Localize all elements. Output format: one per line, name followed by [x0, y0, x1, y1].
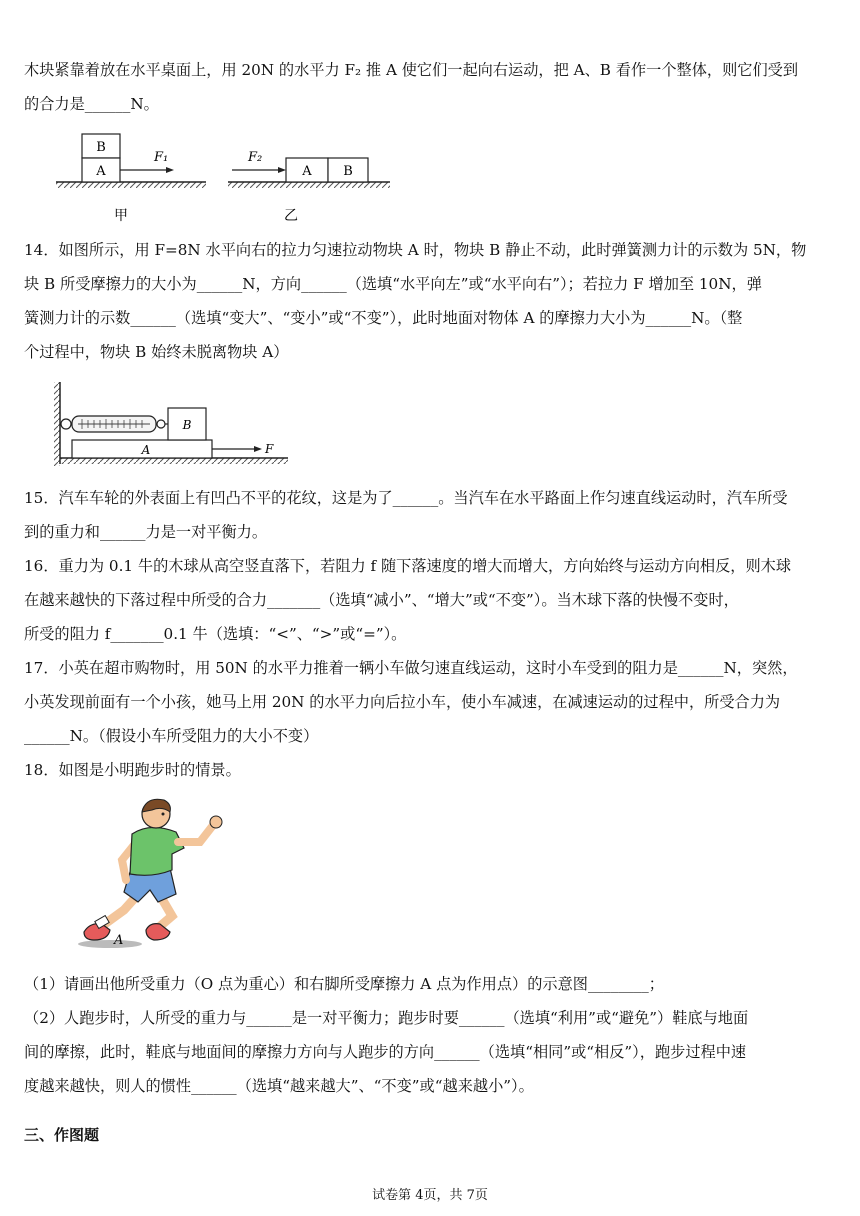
q16-line-2: 在越来越快的下落过程中所受的合力_______（选填“减小”、“增大”或“不变”）。当木球下落的快慢不变时， [24, 591, 739, 609]
figure-q13-blocks [52, 128, 397, 226]
q16-line-1: 16．重力为 0.1 牛的木球从高空竖直落下，若阻力 f 随下落速度的增大而增大，方向始终与运动方向相反，则木球 [24, 557, 792, 575]
q14-line-1: 14．如图所示，用 F=8N 水平向右的拉力匀速拉动物块 A 时，物块 B 静止不动，此时弹簧测力计的示数为 5N，物 [24, 241, 807, 259]
label-b-yi: B [343, 164, 353, 179]
q13-line-1: 木块紧靠着放在水平桌面上，用 20N 的水平力 F₂ 推 A 使它们一起向右运动，把 A、B 看作一个整体，则它们受到 [24, 61, 799, 79]
wall-hatch [54, 382, 60, 466]
label-a-yi: A [302, 164, 312, 179]
scale-ring [61, 419, 71, 429]
page-footer: 试卷第 4页，共 7页 [372, 1188, 488, 1203]
front-arm [178, 824, 214, 842]
scale-hook [157, 420, 165, 428]
q13-line-2: 的合力是______N。 [24, 95, 159, 113]
caption-yi: 乙 [284, 208, 298, 224]
q18-sub1: （1）请画出他所受重力（O 点为重心）和右脚所受摩擦力 A 点为作用点）的示意图________； [24, 975, 664, 993]
arrow-f-q14-head [254, 446, 262, 452]
eye [162, 813, 165, 816]
q18-sub2-line-3: 度越来越快，则人的惯性______（选填“越来越大”、“不变”或“越来越小”）。 [24, 1077, 534, 1095]
running-boy-illustration [72, 798, 232, 956]
label-f-q14: F [265, 442, 274, 456]
q17-line-2: 小英发现前面有一个小孩，她马上用 20N 的水平力向后拉小车，使小车减速，在减速运动的过程中，所受合力为 [24, 693, 781, 711]
label-b-jia: B [96, 140, 106, 155]
section-heading: 三、作图题 [24, 1126, 100, 1144]
q18-sub2-line-2: 间的摩擦，此时，鞋底与地面间的摩擦力方向与人跑步的方向______（选填“相同”或“相反”），跑步过程中速 [24, 1043, 747, 1061]
ground-hatch-jia [56, 182, 206, 188]
ground-shadow [78, 940, 142, 948]
q14-line-4: 个过程中，物块 B 始终未脱离物块 A） [24, 343, 289, 361]
q14-line-2: 块 B 所受摩擦力的大小为______N，方向______（选填“水平向左”或“水平向右”）；若拉力 F 增加至 10N，弹 [24, 275, 762, 293]
label-a-q14: A [141, 443, 151, 457]
label-b-q14: B [182, 418, 192, 432]
arrow-f2-head [278, 167, 286, 173]
front-fist [210, 816, 222, 828]
label-a-jia: A [96, 164, 106, 179]
q14-line-3: 簧测力计的示数______（选填“变大”、“变小”或“不变”），此时地面对物体 A 的摩擦力大小为______N。（整 [24, 309, 743, 327]
caption-jia: 甲 [114, 208, 128, 224]
shirt [130, 827, 184, 875]
ground-hatch-yi [228, 182, 390, 188]
label-f2: F₂ [248, 150, 263, 165]
q15-line-2: 到的重力和______力是一对平衡力。 [24, 523, 267, 541]
label-f1: F₁ [154, 150, 169, 165]
q18-line-1: 18．如图是小明跑步时的情景。 [24, 761, 241, 779]
ground-hatch-q14 [60, 458, 288, 464]
q16-line-3: 所受的阻力 f_______0.1 牛（选填：“<”、“>”或“=”）。 [24, 625, 407, 643]
point-a-label: A [114, 933, 124, 948]
q15-line-1: 15．汽车车轮的外表面上有凹凸不平的花纹，这是为了______。当汽车在水平路面上作匀速直线运动时，汽车所受 [24, 489, 788, 507]
q17-line-3: ______N。（假设小车所受阻力的大小不变） [24, 727, 319, 745]
arrow-f1-head [166, 167, 174, 173]
figure-q14-spring-scale [52, 378, 292, 470]
q17-line-1: 17．小英在超市购物时，用 50N 的水平力推着一辆小车做匀速直线运动，这时小车受到的阻力是______N，突然， [24, 659, 798, 677]
q18-sub2-line-1: （2）人跑步时，人所受的重力与______是一对平衡力；跑步时要______（选填“利用”或“避免”）鞋底与地面 [24, 1009, 749, 1027]
